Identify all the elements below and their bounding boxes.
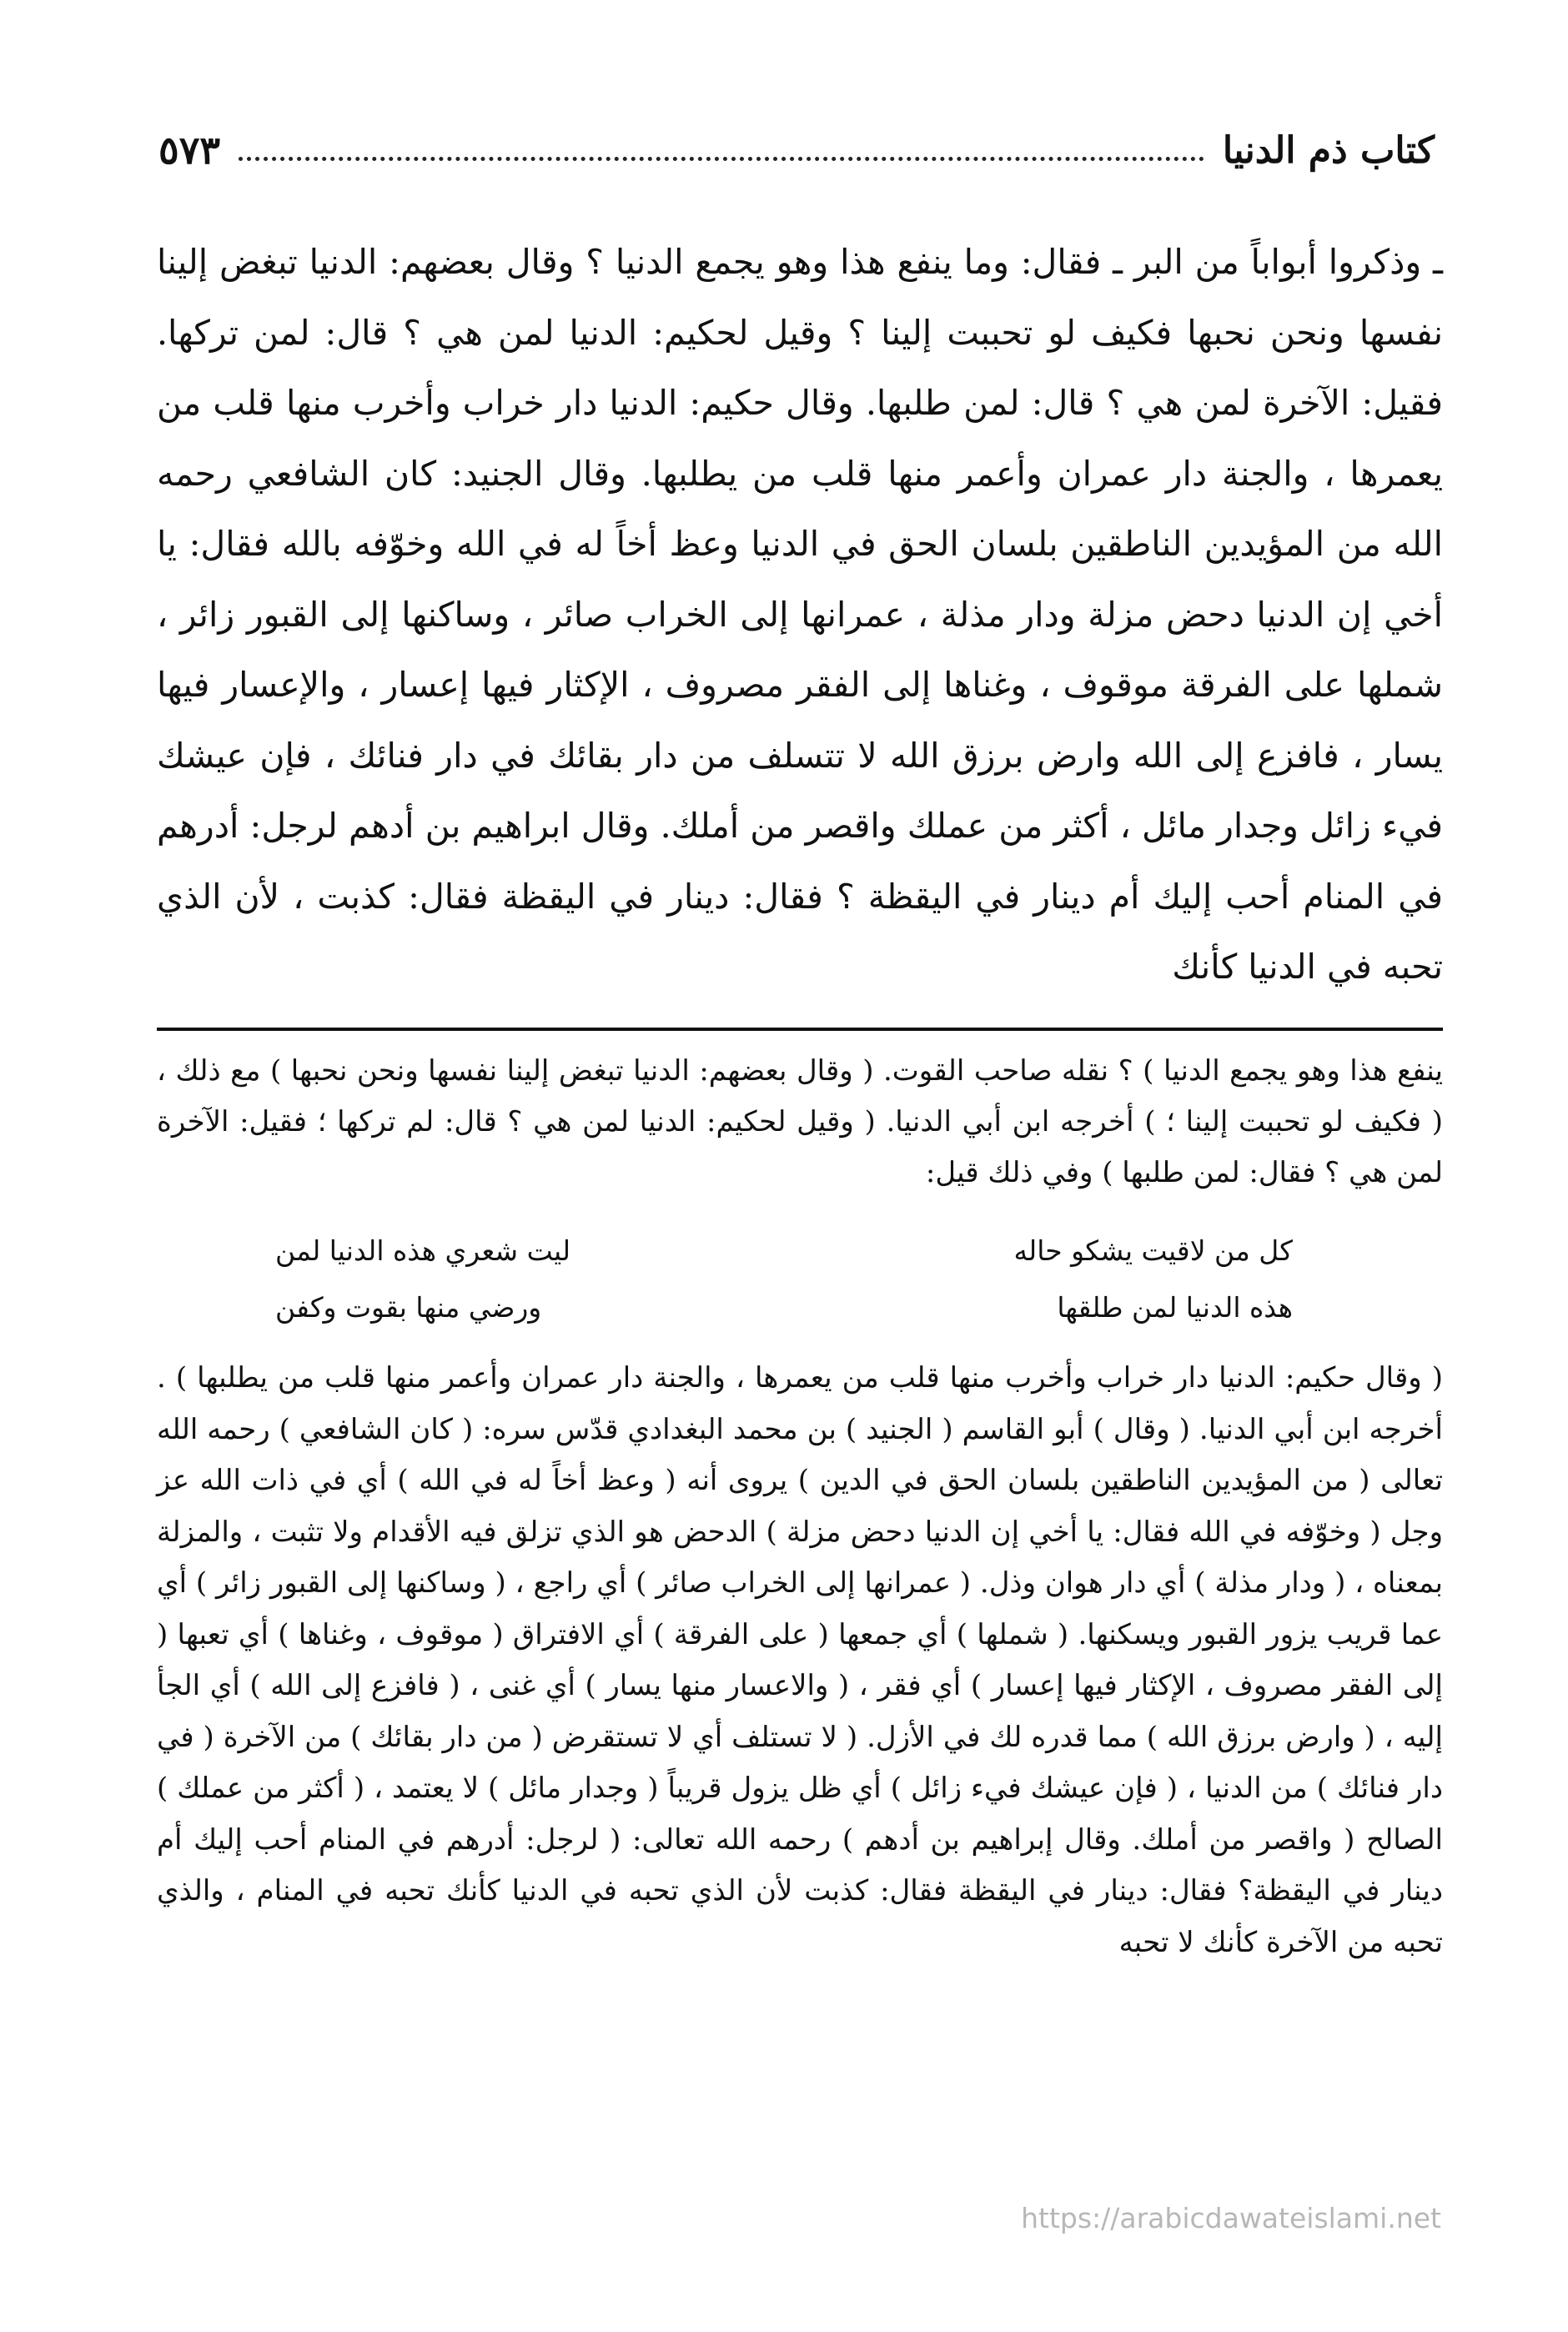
main-text: ـ وذكروا أبواباً من البر ـ فقال: وما ينفع هذا وهو يجمع الدنيا ؟ وقال بعضهم: الدنيا تبغض إلينا نفسها ونحن نحبها فكيف لو تحببت إلينا ؟ وقيل لحكيم: الدنيا لمن هي ؟ قال: لمن تركها. فقيل: الآخرة لمن هي ؟ قال: لمن طلبها. وقال حكيم: الدنيا دار خراب وأخرب منها قلب من يعمرها ، والجنة دار عمران وأعمر منها قلب من يطلبها. وقال الجنيد: كان الشافعي رحمه الله من المؤيدين الناطقين بلسان الحق في الدنيا وعظ أخاً له في الله وخوّفه بالله فقال: يا أخي إن الدنيا دحض مزلة ودار مذلة ، عمرانها إلى الخراب صائر ، وساكنها إلى القبور زائر ، شملها على الفرقة موقوف ، وغناها إلى الفقر مصروف ، الإكثار فيها إعسار ، والإعسار فيها يسار ، فافزع إلى الله وارض برزق الله لا تتسلف من دار بقائك في دار فنائك ، فإن عيشك فيء زائل وجدار مائل ، أكثر من عملك واقصر من أملك. وقال ابراهيم بن أدهم لرجل: أدرهم في المنام أحب إليك أم دينار في اليقظة ؟ فقال: دينار في اليقظة فقال: كذبت ، لأن الذي تحبه في الدنيا كأنك [157,242,1443,987]
poem-hemistich: كل من لاقيت يشكو حاله [1013,1234,1293,1267]
poem-hemistich: ليت شعري هذه الدنيا لمن [275,1234,570,1267]
poem-hemistich: هذه الدنيا لمن طلقها [1057,1291,1293,1324]
commentary-part-2: ( وقال حكيم: الدنيا دار خراب وأخرب منها قلب من يعمرها ، والجنة دار عمران وأعمر منها قلب من يطلبها ) . أخرجه ابن أبي الدنيا. ( وقال ) أبو القاسم ( الجنيد ) بن محمد البغدادي قدّس سره: ( كان الشافعي ) رحمه الله تعالى ( من المؤيدين الناطقين بلسان الحق في الدين ) يروى أنه ( وعظ أخاً له في الله ) أي في ذات الله عز وجل ( وخوّفه في الله فقال: يا أخي إن الدنيا دحض مزلة ) الدحض هو الذي تزلق فيه الأقدام ولا تثبت ، والمزلة بمعناه ، ( ودار مذلة ) أي دار هوان وذل. ( عمرانها إلى الخراب صائر ) أي راجع ، ( وساكنها إلى القبور زائر ) أي عما قريب يزور القبور ويسكنها. ( شملها ) أي جمعها ( على الفرقة ) أي الافتراق ( موقوف ، وغناها ) أي تعبها ( إلى الفقر مصروف ، الإكثار فيها إعسار ) أي فقر ، ( والاعسار منها يسار ) أي غنى ، ( فافزع إلى الله ) أي الجأ إليه ، ( وارض برزق الله ) مما قدره لك في الأزل. ( لا تستلف أي لا تستقرض ( من دار بقائك ) من الآخرة ( في دار فنائك ) من الدنيا ، ( فإن عيشك فيء زائل ) أي ظل يزول قريباً ( وجدار مائل ) لا يعتمد ، ( أكثر من عملك ) الصالح ( واقصر من أملك. وقال إبراهيم بن أدهم ) رحمه الله تعالى: ( لرجل: أدرهم في المنام أحب إليك أم دينار في اليقظة؟ فقال: دينار في اليقظة فقال: كذبت لأن الذي تحبه في الدنيا كأنك تحبه في المنام ، والذي تحبه من الآخرة كأنك لا تحبه [157,1361,1443,1959]
source-watermark: https://arabicdawateislami.net [1021,2202,1441,2234]
running-header [158,117,1435,183]
book-title: كتاب ذم الدنيا [1222,128,1435,172]
poem-line [275,1279,1293,1336]
commentary-part-1: ينفع هذا وهو يجمع الدنيا ) ؟ نقله صاحب القوت. ( وقال بعضهم: الدنيا تبغض إلينا نفسها ونحن نحبها ) مع ذلك ، ( فكيف لو تحببت إلينا ؛ ) أخرجه ابن أبي الدنيا. ( وقيل لحكيم: الدنيا لمن هي ؟ قال: لم تركها ؛ فقيل: الآخرة لمن هي ؟ فقال: لمن طلبها ) وفي ذلك قيل: [157,1054,1443,1189]
page-number: ٥٧٣ [158,128,221,173]
footnote-separator [157,1028,1443,1031]
poem [275,1223,1293,1336]
poem-line [275,1223,1293,1279]
header-dot-leader [239,157,1204,161]
poem-hemistich: ورضي منها بقوت وكفن [275,1291,542,1324]
